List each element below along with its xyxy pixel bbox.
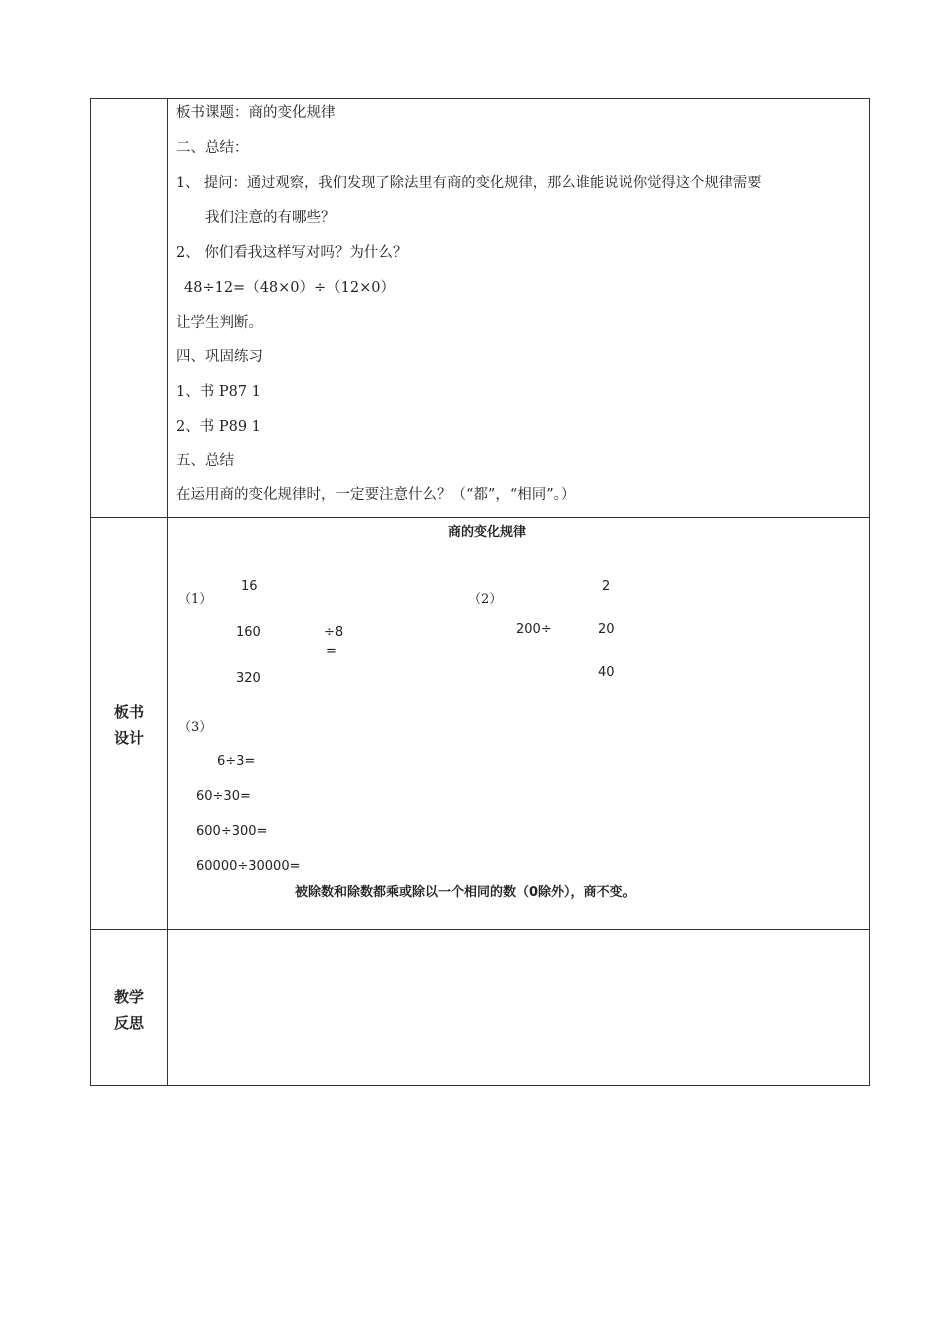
rule-statement: 被除数和除数都乘或除以一个相同的数（0除外），商不变。	[295, 885, 636, 900]
practice-item-1: 1、书 P87 1	[176, 384, 261, 400]
table-border-left	[90, 98, 91, 1086]
practice-heading: 四、巩固练习	[176, 349, 263, 365]
judge-line: 让学生判断。	[176, 315, 263, 331]
reflection-label-line-1: 教学	[113, 988, 144, 1006]
question-1-line-2: 我们注意的有哪些？	[205, 210, 336, 226]
conclusion-question: 在运用商的变化规律时，一定要注意什么？（“都”，“相同”。）	[176, 487, 576, 503]
lesson-table	[90, 98, 870, 1086]
table-border-right	[869, 98, 870, 1086]
board-design-label	[91, 699, 167, 751]
reflection-content-area[interactable]	[168, 930, 869, 1085]
practice-item-2: 2、书 P89 1	[176, 419, 261, 435]
group-3-line-4: 60000÷30000=	[196, 859, 301, 874]
reflection-label	[91, 984, 167, 1036]
conclusion-heading: 五、总结	[176, 453, 234, 469]
group-3-label: （3）	[178, 720, 213, 735]
group-3-line-2: 60÷30=	[196, 789, 251, 804]
group-2-value-1: 2	[602, 579, 611, 594]
board-design-label-line-1: 板书	[113, 703, 144, 721]
question-1-line-1: 1、 提问：通过观察，我们发现了除法里有商的变化规律，那么谁能说说你觉得这个规律需要	[176, 175, 762, 191]
board-design-title: 商的变化规律	[448, 525, 527, 540]
row-divider-1	[90, 517, 870, 518]
group-2-value-3: 40	[598, 665, 615, 680]
group-1-value-2: 160	[236, 625, 261, 640]
group-2-value-2: 20	[598, 622, 615, 637]
group-1-divisor: ÷8	[324, 625, 344, 640]
group-1-value-1: 16	[241, 579, 258, 594]
group-1-value-3: 320	[236, 671, 261, 686]
group-1-equals: =	[326, 644, 337, 659]
question-2: 2、 你们看我这样写对吗？为什么？	[176, 245, 408, 261]
group-1-label: （1）	[178, 592, 213, 607]
table-border-bottom	[90, 1085, 870, 1086]
table-border-top	[90, 98, 870, 99]
summary-heading: 二、总结：	[176, 140, 249, 156]
equation-line: 48÷12=（48×0）÷（12×0）	[184, 280, 396, 296]
group-2-label: （2）	[468, 592, 503, 607]
group-3-line-3: 600÷300=	[196, 824, 268, 839]
group-3-line-1: 6÷3=	[217, 754, 256, 769]
group-2-dividend: 200÷	[516, 622, 552, 637]
board-design-label-line-2: 设计	[113, 729, 144, 747]
board-title-line: 板书课题：商的变化规律	[176, 105, 336, 121]
reflection-label-line-2: 反思	[113, 1014, 144, 1032]
